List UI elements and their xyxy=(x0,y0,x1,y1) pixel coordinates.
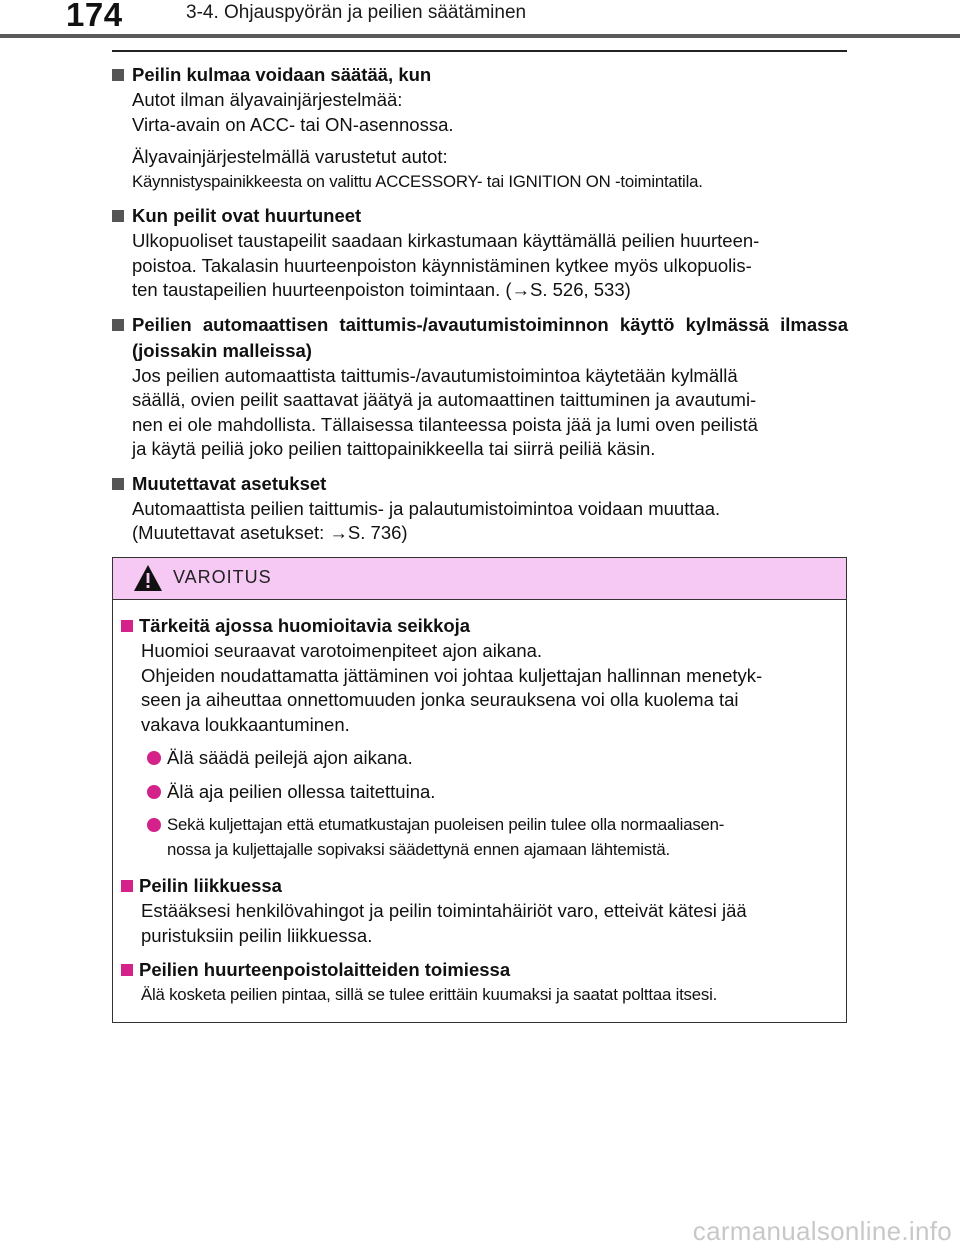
main-content xyxy=(112,62,848,555)
watermark: carmanualsonline.info xyxy=(692,1216,952,1246)
warning-paragraph: Huomioi seuraavat varotoimenpiteet ajon aikana. Ohjeiden noudattamatta jättäminen voi johtaa kuljettajan hallinnan menetyk- seen ja aiheuttaa onnettomuuden jonka seurauksena voi olla kuolema tai vakava loukkaantuminen. xyxy=(141,640,763,735)
section-heading: Peilin kulmaa voidaan säätää, kun xyxy=(112,62,848,88)
square-bullet-icon xyxy=(121,880,133,892)
paragraph: Automaattista peilien taittumis- ja palautumistoimintoa voidaan muuttaa. (Muutettavat asetukset: →S. 736) xyxy=(132,497,721,543)
paragraph: Jos peilien automaattista taittumis-/avautumistoimintoa käytetään kylmällä säällä, ovien peilit saattavat jäätyä ja automaattinen taittuminen ja avautumi- nen ei ole mahdollista. Tällaisessa tilanteessa poista jää ja lumi oven peilistä ja käytä peiliä joko peilien taittopainikkeella tai siirrä peiliä käsin. xyxy=(132,364,758,459)
warning-header xyxy=(113,558,846,600)
round-bullet-icon xyxy=(147,785,161,799)
warning-section-heading: Peilin liikkuessa xyxy=(121,873,836,899)
warning-section-moving-mirror xyxy=(121,873,836,948)
page-header xyxy=(0,0,960,40)
warning-bullet-item: Sekä kuljettajan että etumatkustajan puoleisen peilin tulee olla normaaliasen- nossa ja kuljettajalle sopivaksi säädettynä ennen ajamaan lähtemistä. xyxy=(141,813,836,862)
header-rule xyxy=(0,34,960,38)
page-number: 174 xyxy=(66,0,123,33)
warning-triangle-icon xyxy=(133,564,163,592)
square-bullet-icon xyxy=(112,478,124,490)
paragraph: Älyavainjärjestelmällä varustetut autot: Käynnistyspainikkeesta on valittu ACCESSORY- tai IGNITION ON -toimintatila. xyxy=(132,146,703,191)
warning-body xyxy=(113,600,846,1008)
warning-title: VAROITUS xyxy=(173,567,272,587)
round-bullet-icon xyxy=(147,751,161,765)
section-custom-settings xyxy=(112,471,848,546)
section-fogged-mirrors xyxy=(112,203,848,303)
square-bullet-icon xyxy=(121,964,133,976)
section-heading: Muutettavat asetukset xyxy=(112,471,848,497)
warning-section-driving xyxy=(121,613,836,862)
square-bullet-icon xyxy=(112,69,124,81)
warning-box xyxy=(112,557,847,1023)
warning-section-defogger xyxy=(121,957,836,1008)
paragraph: Ulkopuoliset taustapeilit saadaan kirkastumaan käyttämällä peilien huurteen- poistoa. Takalasin huurteenpoiston käynnistäminen kytkee myös ulkopuolis- ten taustapeilien huurteenpoiston toimintaan. (→S. 526, 533) xyxy=(132,230,760,300)
warning-bullet-item: Älä aja peilien ollessa taitettuina. xyxy=(141,780,836,805)
chapter-title: 3-4. Ohjauspyörän ja peilien säätäminen xyxy=(186,2,527,23)
warning-bullet-item: Älä säädä peilejä ajon aikana. xyxy=(141,746,836,771)
section-cold-weather xyxy=(112,312,848,462)
content-divider xyxy=(112,50,847,52)
round-bullet-icon xyxy=(147,818,161,832)
warning-paragraph: Estääksesi henkilövahingot ja peilin toimintahäiriöt varo, etteivät kätesi jää puristuksiin peilin liikkuessa. xyxy=(141,900,747,946)
section-heading: Peilien automaattisen taittumis-/avautumistoiminnon käyttö kylmässä ilmassa (joissakin malleissa) xyxy=(112,312,848,364)
warning-section-heading: Tärkeitä ajossa huomioitavia seikkoja xyxy=(121,613,836,639)
paragraph: Autot ilman älyavainjärjestelmää: Virta-avain on ACC- tai ON-asennossa. xyxy=(132,89,454,135)
section-heading: Kun peilit ovat huurtuneet xyxy=(112,203,848,229)
section-mirror-angle xyxy=(112,62,848,194)
square-bullet-icon xyxy=(112,210,124,222)
warning-section-heading: Peilien huurteenpoistolaitteiden toimiessa xyxy=(121,957,836,983)
square-bullet-icon xyxy=(112,319,124,331)
warning-paragraph: Älä kosketa peilien pintaa, sillä se tulee erittäin kuumaksi ja saatat polttaa itsesi. xyxy=(141,985,718,1004)
square-bullet-icon xyxy=(121,620,133,632)
